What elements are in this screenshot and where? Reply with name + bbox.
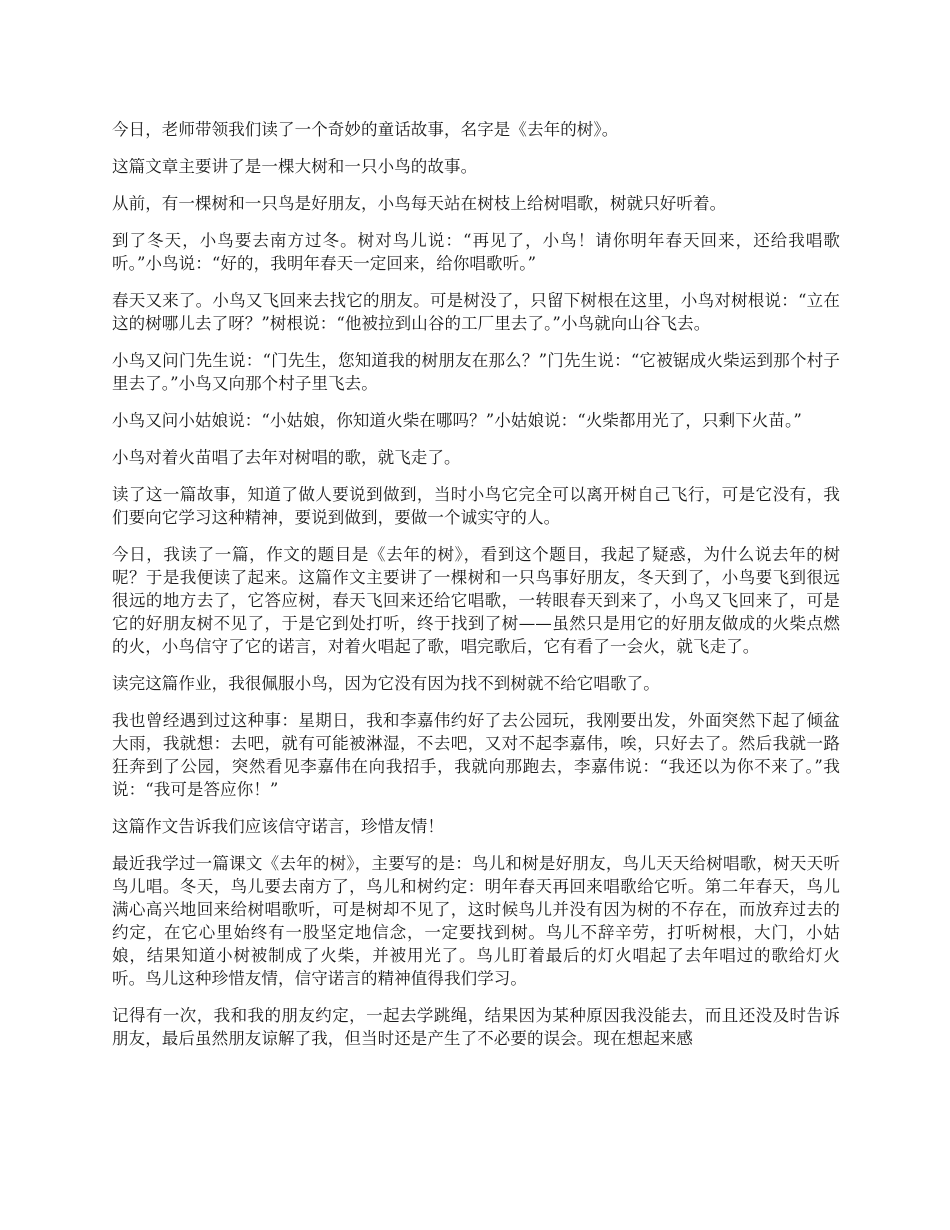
paragraph: 这篇文章主要讲了是一棵大树和一只小鸟的故事。 [112, 157, 478, 176]
paragraph: 这篇作文告诉我们应该信守诺言，珍惜友情！ [112, 817, 444, 836]
paragraph: 到了冬天，小鸟要去南方过冬。树对鸟儿说：“再见了，小鸟！请你明年春天回来，还给我唱歌听。”小鸟说：“好的，我明年春天一定回来，给你唱歌听。” [112, 231, 840, 273]
paragraph: 小鸟对着火苗唱了去年对树唱的歌，就飞走了。 [112, 448, 461, 467]
paragraph: 读完这篇作业，我很佩服小鸟，因为它没有因为找不到树就不给它唱歌了。 [112, 674, 660, 693]
paragraph: 最近我学过一篇课文《去年的树》，主要写的是：鸟儿和树是好朋友，鸟儿天天给树唱歌，树天天听鸟儿唱。冬天，鸟儿要去南方了，鸟儿和树约定：明年春天再回来唱歌给它听。第二年春天，鸟儿满心高兴地回来给树唱歌听，可是树却不见了，这时候鸟儿并没有因为树的不存在，而放弃过去的约定，在它心里始终有一股坚定地信念，一定要找到树。鸟儿不辞辛劳，打听树根，大门，小姑娘，结果知道小树被制成了火柴，并被用光了。鸟儿盯着最后的灯火唱起了去年唱过的歌给灯火听。鸟儿这种珍惜友情，信守诺言的精神值得我们学习。 [112, 854, 840, 988]
paragraph: 从前，有一棵树和一只鸟是好朋友，小鸟每天站在树枝上给树唱歌，树就只好听着。 [112, 194, 727, 213]
paragraph: 今日，我读了一篇，作文的题目是《去年的树》，看到这个题目，我起了疑惑，为什么说去年的树呢？于是我便读了起来。这篇作文主要讲了一棵树和一只鸟事好朋友，冬天到了，小鸟要飞到很远很远的地方去了，它答应树，春天飞回来还给它唱歌，一转眼春天到来了，小鸟又飞回来了，可是它的好朋友树不见了，于是它到处打听，终于找到了树——虽然只是用它的好朋友做成的火柴点燃的火，小鸟信守了它的诺言，对着火唱起了歌，唱完歌后，它有看了一会火，就飞走了。 [112, 545, 840, 656]
paragraph: 小鸟又问小姑娘说：“小姑娘，你知道火柴在哪吗？”小姑娘说：“火柴都用光了，只剩下火苗。” [112, 411, 802, 430]
document-body [112, 118, 840, 1064]
paragraph: 小鸟又问门先生说：“门先生，您知道我的树朋友在那么？”门先生说：“它被锯成火柴运到那个村子里去了。”小鸟又向那个村子里飞去。 [112, 351, 840, 393]
paragraph: 今日，老师带领我们读了一个奇妙的童话故事，名字是《去年的树》。 [112, 120, 619, 139]
paragraph: 读了这一篇故事，知道了做人要说到做到，当时小鸟它完全可以离开树自己飞行，可是它没有，我们要向它学习这种精神，要说到做到，要做一个诚实守的人。 [112, 485, 840, 527]
paragraph: 春天又来了。小鸟又飞回来去找它的朋友。可是树没了，只留下树根在这里，小鸟对树根说：“立在这的树哪儿去了呀？”树根说：“他被拉到山谷的工厂里去了。”小鸟就向山谷飞去。 [112, 291, 840, 333]
paragraph: 我也曾经遇到过这种事：星期日，我和李嘉伟约好了去公园玩，我刚要出发，外面突然下起了倾盆大雨，我就想：去吧，就有可能被淋湿，不去吧，又对不起李嘉伟，唉，只好去了。然后我就一路狂奔到了公园，突然看见李嘉伟在向我招手，我就向那跑去，李嘉伟说：“我还以为你不来了。”我说：“我可是答应你！” [112, 711, 840, 799]
paragraph: 记得有一次，我和我的朋友约定，一起去学跳绳，结果因为某种原因我没能去，而且还没及时告诉朋友，最后虽然朋友谅解了我，但当时还是产生了不必要的误会。现在想起来感 [112, 1006, 840, 1048]
